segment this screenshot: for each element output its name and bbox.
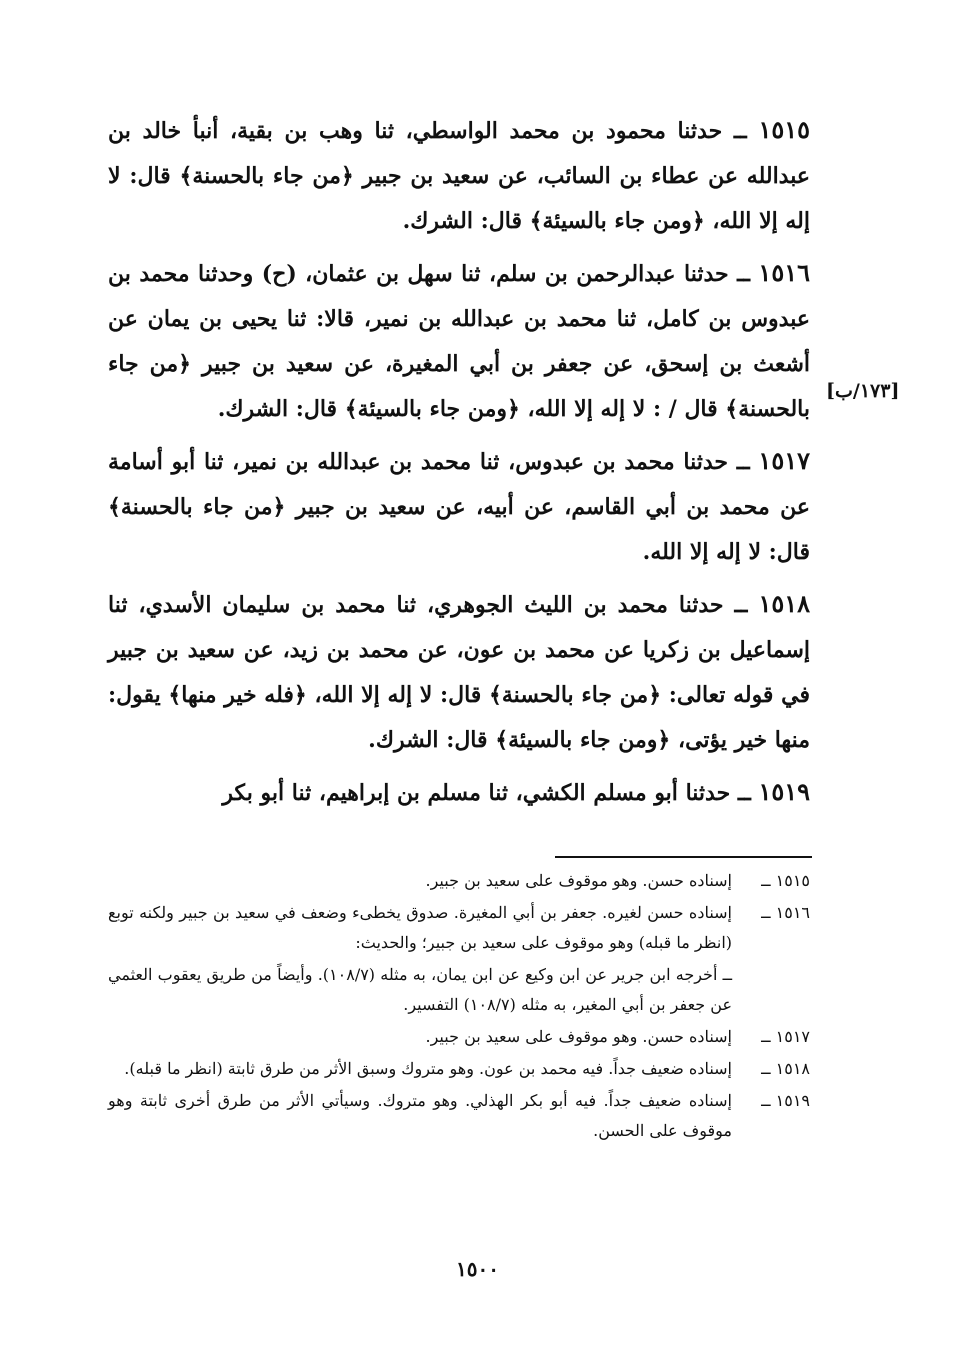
hadith-text: حدثنا عبدالرحمن بن سلم، ثنا سهل بن عثمان، (ح) وحدثنا محمد بن عبدوس بن كامل، ثنا محمد بن عبدالله بن نمير، قالا: ثنا يحيى بن يمان عن أشعث بن إسحق، عن جعفر بن أبي المغيرة، عن سعيد بن جبير ﴿من جاء بالحسنة﴾ قال / : لا إله إلا الله، ﴿ومن جاء بالسيئة﴾ قال: الشرك. — [108, 261, 810, 422]
hadith-1516 — [108, 250, 810, 432]
dash: ــ — [737, 780, 751, 806]
hadith-1518 — [108, 581, 810, 763]
hadith-number: ١٥١٥ — [758, 115, 810, 144]
manuscript-folio-marker: [١٧٣/ب] — [826, 380, 900, 402]
footnote-text: إسناده حسن. وهو موقوف على سعيد بن جبير. — [425, 1027, 732, 1046]
hadith-1519 — [108, 769, 810, 816]
dash: ــ — [734, 592, 748, 618]
footnote-text: إسناده ضعيف جداً. فيه أبو بكر الهذلي. وهو متروك. وسيأتي الأثر من طرق أخرى ثابتة وهو موقوف على الحسن. — [108, 1091, 732, 1140]
hadith-text: حدثنا محمود بن محمد الواسطي، ثنا وهب بن بقية، أنبأ خالد بن عبدالله عن عطاء بن السائب، عن سعيد بن جبير ﴿من جاء بالحسنة﴾ قال: لا إله إلا الله، ﴿ومن جاء بالسيئة﴾ قال: الشرك. — [108, 118, 810, 234]
footnote-number — [732, 960, 810, 1020]
footnote-1518 — [108, 1054, 810, 1084]
footnote-number: ١٥١٦ ــ — [761, 903, 810, 922]
hadith-text: حدثنا محمد بن عبدوس، ثنا محمد بن عبدالله بن نمير، ثنا أبو أسامة عن محمد بن أبي القاسم، عن أبيه، عن سعيد بن جبير ﴿من جاء بالحسنة﴾ قال: لا إله إلا الله. — [108, 449, 810, 565]
dash: ــ — [733, 118, 747, 144]
footnote-1515 — [108, 866, 810, 896]
dash: ــ — [737, 261, 750, 287]
hadith-1517 — [108, 438, 810, 575]
main-text — [108, 107, 810, 816]
footnote-divider — [555, 856, 812, 858]
footnote-1516-continuation — [108, 960, 810, 1020]
footnote-1516 — [108, 898, 810, 958]
footnote-text: إسناده حسن لغيره. جعفر بن أبي المغيرة. صدوق يخطىء وضعف في سعيد بن جبير ولكنه توبع (انظر ما قبله) وهو موقوف على سعيد بن جبير؛ والحديث: — [108, 903, 732, 952]
dash: ــ — [736, 449, 750, 475]
hadith-number: ١٥١٦ — [758, 258, 810, 287]
footnote-text: إسناده ضعيف جداً. فيه محمد بن عون. وهو متروك وسبق الأثر من طرق ثابتة (انظر ما قبله). — [124, 1059, 732, 1078]
footnote-number: ١٥١٧ ــ — [761, 1027, 810, 1046]
page-number: ١٥٠٠ — [456, 1257, 499, 1281]
footnote-1519 — [108, 1086, 810, 1146]
footnote-text: ــ أخرجه ابن جرير عن ابن وكيع عن ابن يمان، به مثله (١٠٨/٧). وأيضاً من طريق يعقوب العثمي عن جعفر بن أبي المغير، به مثله (١٠٨/٧) التفسير. — [108, 965, 733, 1014]
footnote-text: إسناده حسن. وهو موقوف على سعيد بن جبير. — [425, 871, 732, 890]
footnote-number: ١٥١٨ ــ — [761, 1059, 810, 1078]
hadith-text: حدثنا أبو مسلم الكشي، ثنا مسلم بن إبراهيم، ثنا أبو بكر — [222, 780, 731, 806]
hadith-number: ١٥١٩ — [758, 777, 810, 806]
hadith-number: ١٥١٨ — [758, 589, 810, 618]
footnotes — [108, 866, 810, 1146]
footnote-number: ١٥١٥ ــ — [761, 871, 810, 890]
hadith-text: حدثنا محمد بن الليث الجوهري، ثنا محمد بن سليمان الأسدي، ثنا إسماعيل بن زكريا عن محمد بن عون، عن محمد بن زيد، عن سعيد بن جبير في قوله تعالى: ﴿من جاء بالحسنة﴾ قال: لا إله إلا الله، ﴿فله خير منها﴾ يقول: منها خير يؤتى، ﴿ومن جاء بالسيئة﴾ قال: الشرك. — [108, 592, 810, 753]
footnote-number: ١٥١٩ ــ — [761, 1091, 810, 1110]
hadith-1515 — [108, 107, 810, 244]
hadith-number: ١٥١٧ — [758, 446, 810, 475]
footnote-1517 — [108, 1022, 810, 1052]
